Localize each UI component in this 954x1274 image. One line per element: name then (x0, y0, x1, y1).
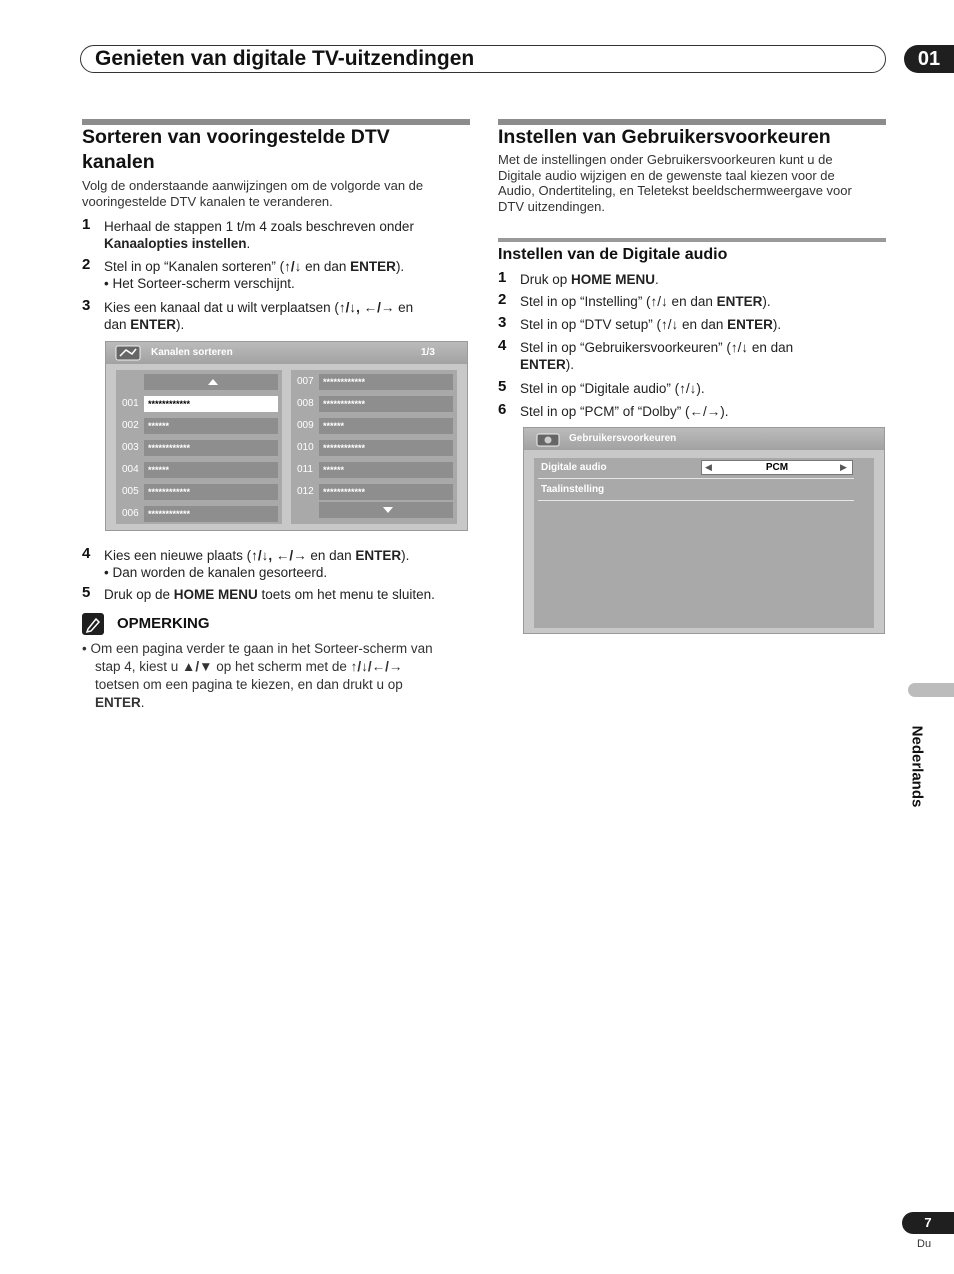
language-tab (908, 683, 954, 697)
right-heading (498, 125, 886, 150)
step-text-end: ). (762, 294, 771, 309)
step-text-end: ). (176, 317, 185, 332)
channel-row[interactable]: ************ (319, 440, 453, 456)
step-text-end: . (655, 272, 659, 287)
channel-row[interactable]: ****** (144, 462, 278, 478)
step-text: en dan (306, 548, 356, 563)
step-bold-text: ENTER (727, 317, 773, 332)
step-text: Kies een kanaal dat u wilt verplaatsen ( (104, 300, 339, 315)
right-intro-line: Met de instellingen onder Gebruikersvoorkeuren kunt u de (498, 152, 833, 167)
arrow-up-down-icon: ▲/▼ (182, 659, 213, 674)
step-text-end: . (246, 236, 251, 251)
step-text-end: toets om het menu te sluiten. (257, 587, 435, 602)
step-bold-text: ENTER (355, 548, 402, 563)
left-step-4 (82, 547, 472, 583)
step-bullet: • Het Sorteer-scherm verschijnt. (104, 276, 295, 291)
channel-number: 008 (297, 398, 314, 409)
channel-number: 007 (297, 376, 314, 387)
page-number: 7 (902, 1212, 954, 1234)
step-text: Kies een nieuwe plaats ( (104, 548, 252, 563)
chapter-number: 01 (904, 45, 954, 73)
sort-left-panel (116, 370, 282, 524)
right-step-3 (498, 316, 886, 334)
right-intro-line: Digitale audio wijzigen en de gewenste taal kiezen voor de (498, 167, 835, 183)
sort-screen-titlebar (106, 342, 467, 364)
page-title: Genieten van digitale TV-uitzendingen (95, 47, 475, 70)
left-heading (82, 125, 470, 175)
left-heading-line2: kanalen (82, 151, 155, 173)
right-step-1 (498, 271, 886, 289)
sort-screen (105, 341, 468, 531)
step-number: 3 (498, 314, 507, 331)
step-number: 2 (498, 291, 507, 308)
step-bullet: • Dan worden de kanalen gesorteerd. (104, 565, 328, 580)
digital-audio-selector[interactable] (701, 460, 853, 475)
channel-number: 002 (122, 420, 139, 431)
step-number: 1 (498, 269, 507, 286)
prefs-row-digital-audio[interactable] (538, 458, 854, 479)
setup-menu-icon (534, 429, 562, 449)
step-text-end: ). (395, 259, 405, 274)
note-line: . (140, 695, 145, 710)
step-text: en dan (301, 259, 351, 274)
left-step-1 (82, 218, 472, 254)
channel-row[interactable]: ************ (144, 484, 278, 500)
note-line: • Om een pagina verder te gaan in het Sorteer-scherm van (82, 641, 433, 656)
left-step-3 (82, 299, 472, 335)
step-text: Stel in op “Instelling” (↑/↓ en dan (520, 294, 717, 309)
left-intro-line1: Volg de onderstaande aanwijzingen om de volgorde van de (82, 178, 424, 193)
prefs-panel (534, 458, 874, 628)
channel-number: 006 (122, 508, 139, 519)
step-text-end: ). (401, 548, 410, 563)
note-pencil-icon (82, 613, 104, 635)
digital-audio-value: PCM (765, 462, 789, 473)
right-intro-line: Audio, Ondertiteling, en Teletekst beeldschermweergave voor (498, 183, 852, 198)
arrow-keys-icon: ↑/↓/←/→ (350, 659, 403, 674)
channel-row[interactable]: ************ (319, 374, 453, 390)
step-text: Stel in op “DTV setup” (↑/↓ en dan (520, 317, 728, 332)
digital-audio-label: Digitale audio (541, 462, 607, 473)
channel-row[interactable]: ************ (144, 396, 278, 412)
step-text: dan (104, 317, 131, 332)
channel-row[interactable]: ****** (319, 418, 453, 434)
language-label: Nederlands (908, 725, 926, 808)
sort-right-panel (291, 370, 457, 524)
right-step-4 (498, 339, 886, 375)
arrow-right-icon[interactable]: ▶ (840, 462, 847, 472)
step-number: 5 (498, 378, 507, 395)
note-line: toetsen om een pagina te kiezen, en dan drukt u op (95, 677, 403, 692)
channel-row[interactable]: ****** (144, 418, 278, 434)
step-text: Druk op (520, 272, 572, 287)
right-intro-line: DTV uitzendingen. (498, 198, 605, 214)
arrow-up-icon (208, 378, 218, 386)
step-text: Herhaal de stappen 1 t/m 4 zoals beschreven onder (104, 219, 414, 234)
left-intro-line2: vooringestelde DTV kanalen te veranderen. (82, 193, 333, 209)
channel-number: 004 (122, 464, 139, 475)
step-text: Stel in op “Kanalen sorteren” ( (104, 259, 285, 274)
note-line: stap 4, kiest u (95, 659, 183, 674)
prefs-row-language[interactable] (538, 480, 854, 501)
step-text: Stel in op “Gebruikersvoorkeuren” (↑/↓ en dan (520, 340, 794, 355)
left-step-2 (82, 258, 472, 294)
step-number: 3 (82, 297, 91, 314)
sort-screen-title: Kanalen sorteren (151, 347, 233, 358)
channel-row[interactable]: ************ (144, 440, 278, 456)
channel-row[interactable]: ************ (319, 484, 453, 500)
scroll-up-button[interactable] (144, 374, 278, 390)
channel-number: 003 (122, 442, 139, 453)
prefs-screen (523, 427, 885, 634)
right-heading-text: Instellen van Gebruikersvoorkeuren (498, 126, 831, 148)
language-code: Du (917, 1238, 932, 1250)
step-number: 4 (498, 337, 507, 354)
step-bold-text: ENTER (716, 294, 763, 309)
channel-number: 009 (297, 420, 314, 431)
channel-number: 012 (297, 486, 314, 497)
step-text: Druk op de (104, 587, 174, 602)
step-bold-text: HOME MENU (571, 272, 656, 287)
step-bold-text: ENTER (520, 357, 566, 372)
language-setting-label: Taalinstelling (541, 484, 605, 495)
channel-row[interactable]: ************ (319, 396, 453, 412)
left-heading-line1: Sorteren van vooringestelde DTV (82, 126, 390, 148)
sort-screen-page: 1/3 (421, 347, 435, 358)
step-number: 6 (498, 401, 507, 418)
step-text: Stel in op “Digitale audio” (↑/↓). (520, 381, 705, 396)
arrow-left-icon[interactable]: ◀ (705, 462, 712, 472)
arrow-keys-icon: ↑/↓ (284, 259, 302, 274)
arrow-down-icon (383, 506, 393, 514)
step-bold-text: ENTER (350, 259, 396, 274)
note-title: OPMERKING (117, 615, 210, 632)
note-body (82, 640, 472, 712)
step-text: en (394, 300, 414, 315)
step-number: 4 (82, 545, 91, 562)
step-number: 5 (82, 584, 91, 601)
prefs-screen-titlebar (524, 428, 884, 450)
channel-number: 005 (122, 486, 139, 497)
step-text-end: ). (772, 317, 782, 332)
step-bold-text: ENTER (130, 317, 177, 332)
right-sub-rule (498, 238, 886, 242)
step-number: 1 (82, 216, 91, 233)
left-intro (82, 178, 470, 209)
prefs-screen-title: Gebruikersvoorkeuren (569, 433, 677, 444)
right-step-2 (498, 293, 886, 311)
arrow-keys-icon: ↑/↓, ←/→ (338, 300, 395, 315)
step-number: 2 (82, 256, 91, 273)
screen-menu-icon (114, 344, 144, 362)
note-line: op het scherm met de (212, 659, 351, 674)
channel-row[interactable]: ************ (144, 506, 278, 522)
right-subheading (498, 245, 727, 265)
right-step-6 (498, 403, 886, 421)
left-step-5 (82, 586, 472, 604)
channel-number: 010 (297, 442, 314, 453)
arrow-keys-icon: ↑/↓, ←/→ (251, 548, 307, 563)
channel-number: 011 (297, 464, 313, 475)
right-subheading-text: Instellen van de Digitale audio (498, 246, 728, 263)
note-bold: ENTER (95, 695, 141, 710)
step-bold-text: HOME MENU (173, 587, 258, 602)
right-step-5 (498, 380, 886, 398)
step-bold-text: Kanaalopties instellen (104, 236, 247, 251)
channel-number: 001 (122, 398, 139, 409)
right-intro (498, 152, 886, 214)
channel-row[interactable]: ****** (319, 462, 453, 478)
step-text-end: ). (565, 357, 575, 372)
step-text: Stel in op “PCM” of “Dolby” (←/→). (520, 404, 729, 419)
scroll-down-button[interactable] (319, 502, 453, 518)
